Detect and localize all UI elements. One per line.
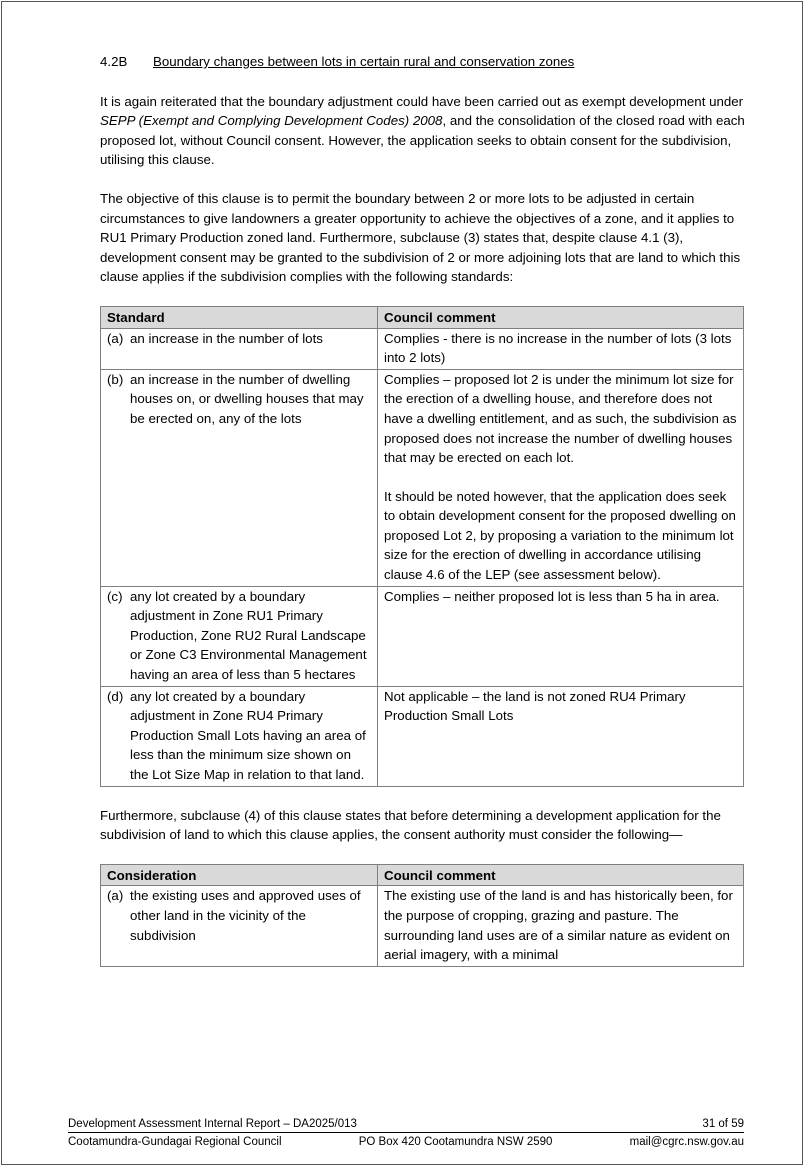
comment-text: Complies – proposed lot 2 is under the minimum lot size for the erection of a dwelling house, and therefore does not have a dwelling entitlement, and as such, the subdivision as proposed does not increase the number of dwelling houses that may be erected on each lot. <box>384 371 737 466</box>
footer-divider <box>68 1132 744 1133</box>
standard-text: any lot created by a boundary adjustment in Zone RU4 Primary Production Small Lots having an area of less than the minimum size shown on the Lot Size Map in relation to that land. <box>130 688 366 782</box>
section-heading <box>100 52 745 72</box>
footer-council-name: Cootamundra-Gundagai Regional Council <box>68 1136 282 1148</box>
para1-before: It is again reiterated that the boundary adjustment could have been carried out as exempt development under <box>100 93 744 109</box>
comment-cell: Complies - there is no increase in the number of lots (3 lots into 2 lots) <box>378 328 744 369</box>
consideration-text: the existing uses and approved uses of other land in the vicinity of the subdivision <box>130 888 361 943</box>
row-label: (a) <box>107 888 124 904</box>
section-title: Boundary changes between lots in certain rural and conservation zones <box>153 54 575 69</box>
table-row <box>101 586 744 686</box>
row-label: (c) <box>107 588 123 604</box>
paragraph-objective: The objective of this clause is to permit the boundary between 2 or more lots to be adjusted in certain circumstances to give landowners a greater opportunity to achieve the objectives of a zone, and it applies to RU1 Primary Production zoned land. Furthermore, subclause (3) states that, despite clause 4.1 (3), development consent may be granted to the subdivision of 2 or more adjoining lots that are land to which this clause applies if the subdivision complies with the following standards: <box>100 190 741 285</box>
comment-note: It should be noted however, that the application does seek to obtain development consent for the proposed dwelling on proposed Lot 2, by proposing a variation to the minimum lot size for the erection of dwelling in accordance utilising clause 4.6 of the LEP (see assessment below). <box>384 488 736 583</box>
para1-after: , and the consolidation of the closed road with each proposed lot, without Council consent. However, the application seeks to obtain consent for the subdivision, utilising this clause. <box>100 113 745 168</box>
table-header-row <box>101 864 744 886</box>
comment-cell <box>378 369 744 586</box>
comment-cell: Not applicable – the land is not zoned RU4 Primary Production Small Lots <box>378 686 744 786</box>
column-header-standard: Standard <box>101 306 378 328</box>
table-row <box>101 886 744 966</box>
row-label: (d) <box>107 688 124 704</box>
footer-address: PO Box 420 Cootamundra NSW 2590 <box>358 1136 553 1148</box>
standard-text: an increase in the number of dwelling houses on, or dwelling houses that may be erected on, any of the lots <box>130 371 364 426</box>
consideration-cell <box>101 886 378 966</box>
table-row <box>101 328 744 369</box>
standard-cell <box>101 586 378 686</box>
document-page <box>1 1 803 1165</box>
footer-report-title: Development Assessment Internal Report – DA2025/013 <box>68 1118 357 1130</box>
standard-cell <box>101 686 378 786</box>
row-label: (a) <box>107 330 124 346</box>
column-header-comment: Council comment <box>378 864 744 886</box>
column-header-consideration: Consideration <box>101 864 378 886</box>
comment-cell: Complies – neither proposed lot is less than 5 ha in area. <box>378 586 744 686</box>
standard-cell <box>101 328 378 369</box>
comment-cell: The existing use of the land is and has historically been, for the purpose of cropping, grazing and pasture. The surrounding land uses are of a similar nature as evident on aerial imagery, with a minimal <box>378 886 744 966</box>
considerations-table <box>100 864 744 967</box>
standard-text: any lot created by a boundary adjustment in Zone RU1 Primary Production, Zone RU2 Rural Landscape or Zone C3 Environmental Management having an area of less than 5 hectares <box>130 588 367 683</box>
column-header-comment: Council comment <box>378 306 744 328</box>
para1-italic: SEPP (Exempt and Complying Development Codes) 2008 <box>100 113 443 129</box>
standard-cell <box>101 369 378 586</box>
footer-report-line <box>68 1117 744 1131</box>
standards-table <box>100 306 744 787</box>
table-header-row <box>101 306 744 328</box>
paragraph-subclause-4: Furthermore, subclause (4) of this clause states that before determining a development application for the subdivision of land to which this clause applies, the consent authority must consider the following— <box>100 807 721 843</box>
table-row <box>101 686 744 786</box>
standard-text: an increase in the number of lots <box>130 330 323 346</box>
footer-contact-line <box>68 1135 744 1149</box>
paragraph-intro <box>100 92 745 170</box>
footer-page-number: 31 of 59 <box>702 1118 744 1130</box>
section-number: 4.2B <box>100 54 128 69</box>
table-row <box>101 369 744 586</box>
row-label: (b) <box>107 371 124 387</box>
footer-email: mail@cgrc.nsw.gov.au <box>629 1136 744 1148</box>
page-content <box>100 52 745 986</box>
